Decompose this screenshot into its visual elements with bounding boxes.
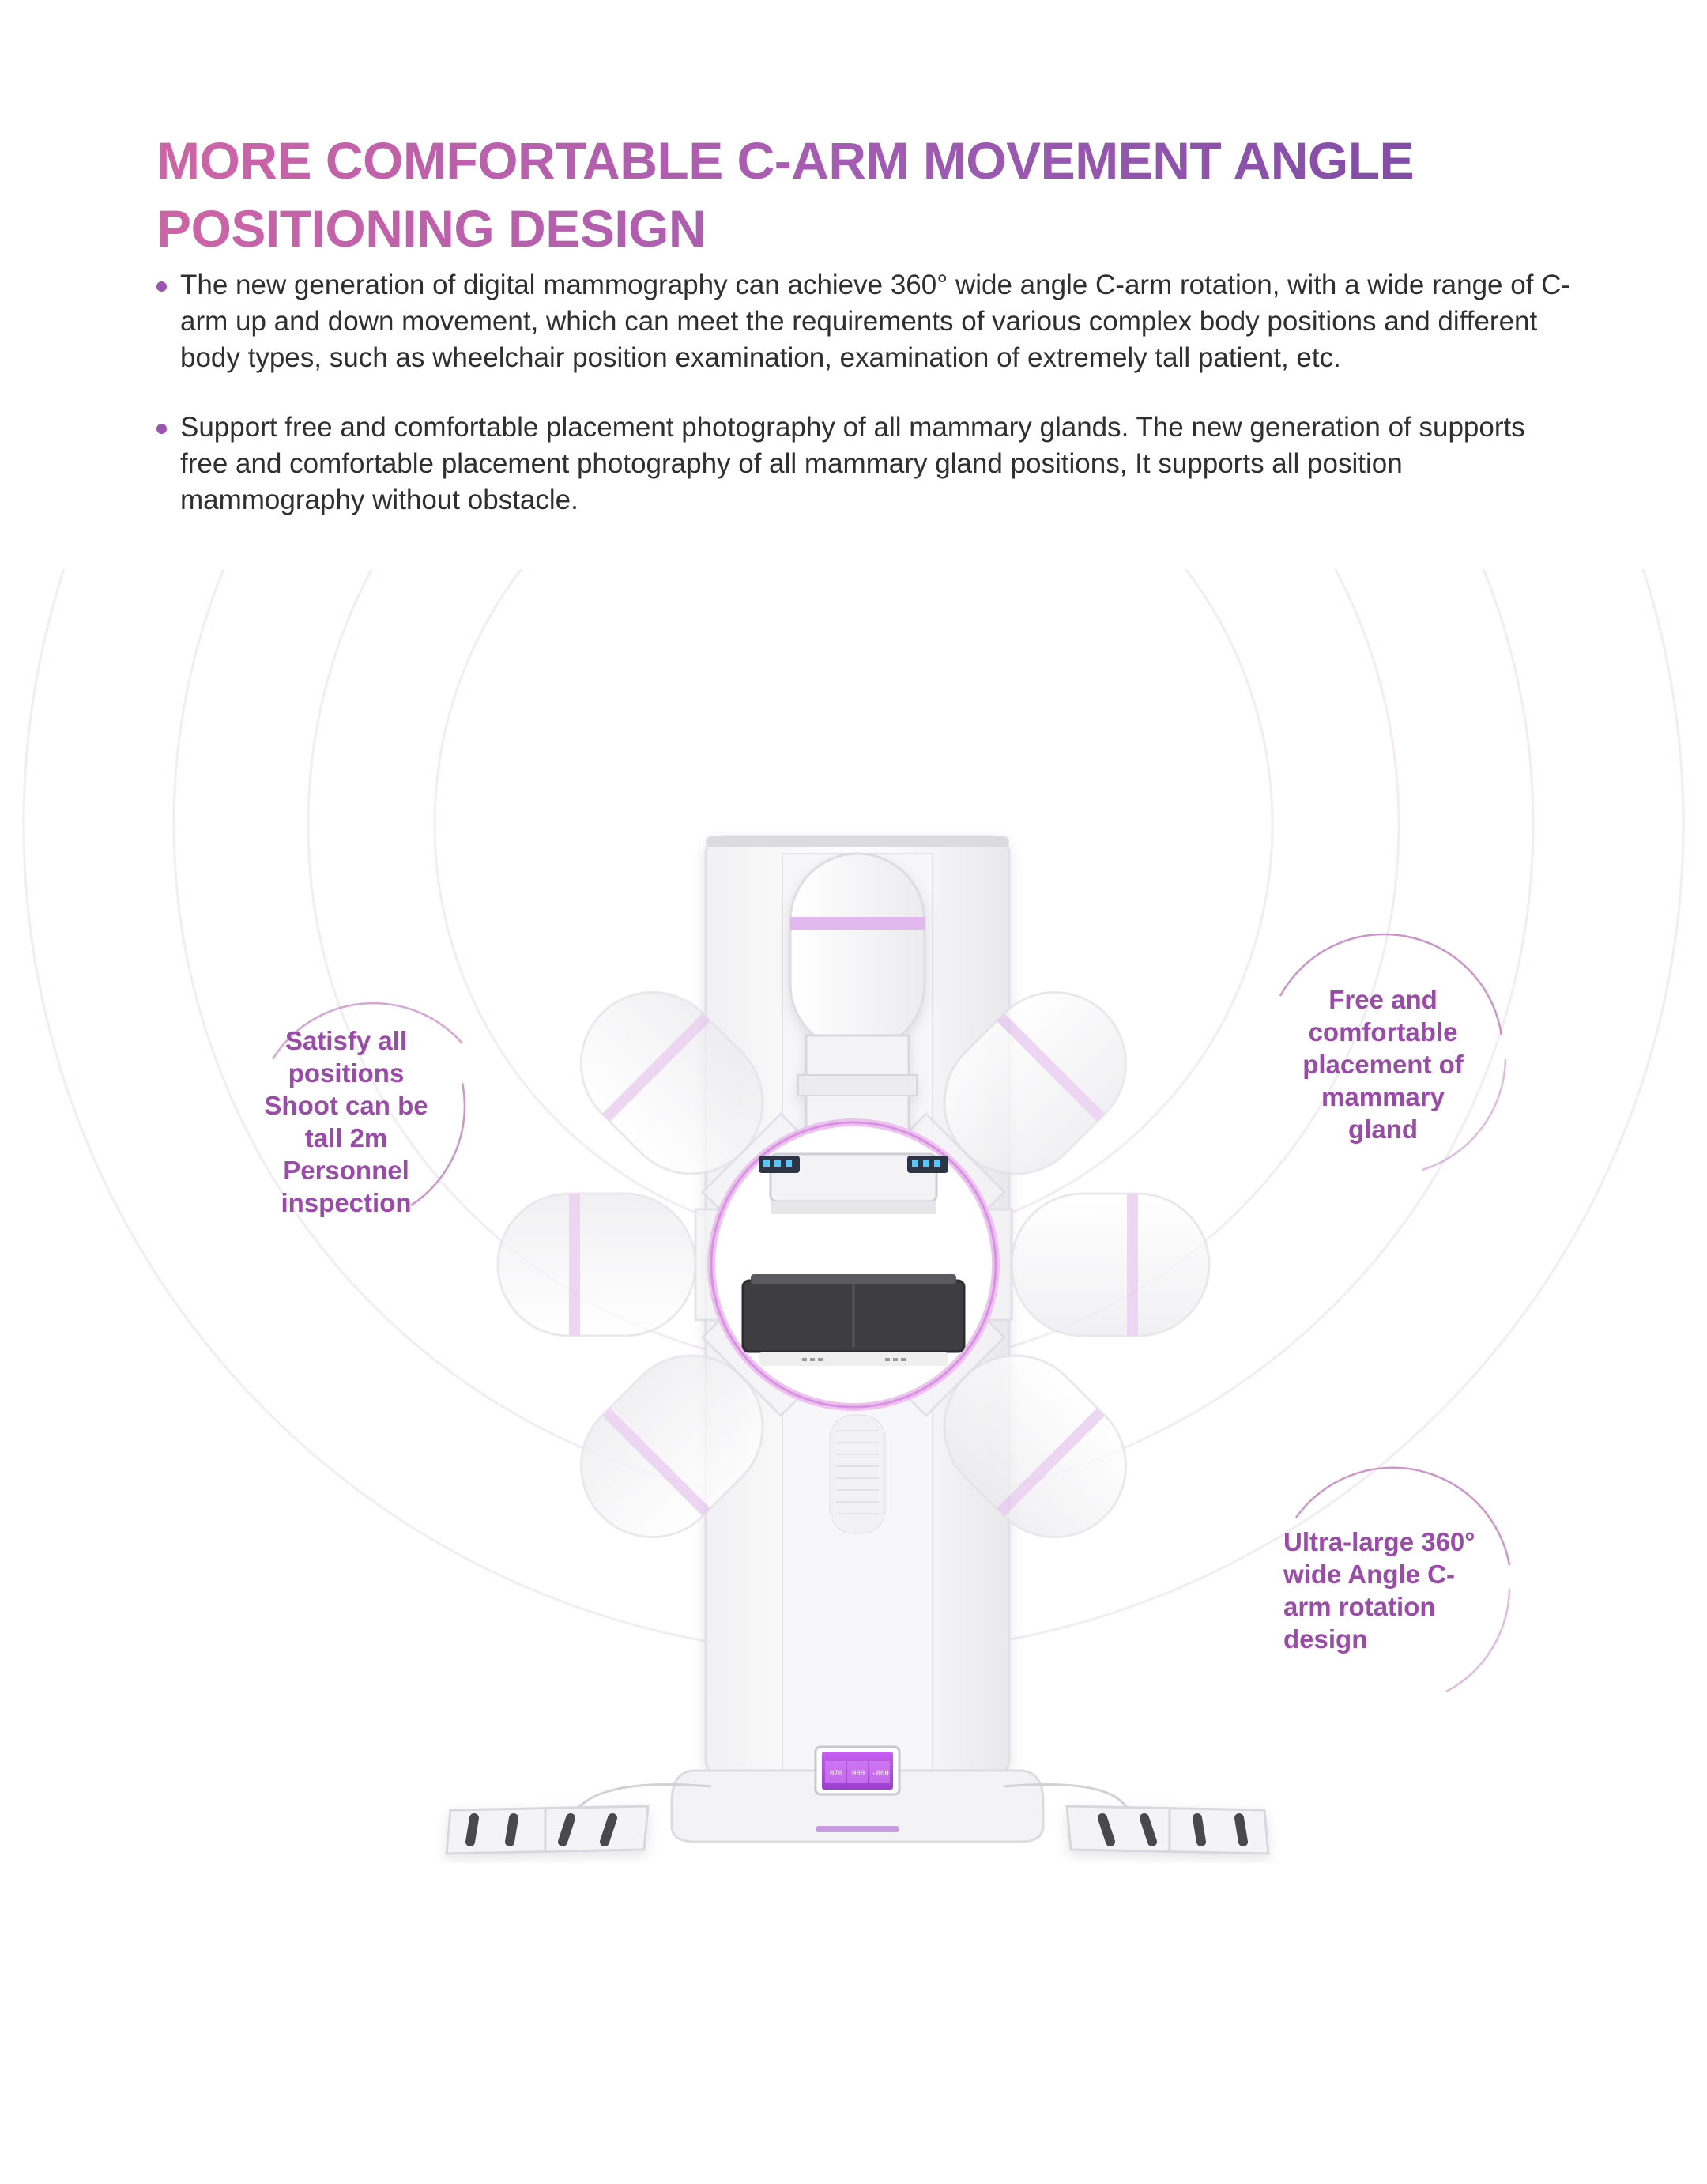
feature-list	[156, 267, 1571, 552]
callout-comfortable-placement: Free and comfortable placement of mammary gland	[1302, 985, 1464, 1144]
callout-tall-personnel: Satisfy all positions Shoot can be tall 2m Personnel inspection	[264, 1026, 428, 1217]
display-readout-1: 070	[829, 1770, 843, 1778]
foot-pedal-right	[1067, 1806, 1268, 1854]
product-illustration	[0, 569, 1707, 1929]
rotation-hub	[711, 1122, 996, 1407]
display-readout-2: 000	[851, 1770, 865, 1778]
bullet-text: The new generation of digital mammography can achieve 360° wide angle C-arm rotation, with a wide range of C-arm up and down movement, which can meet the requirements of various complex body positions and different body types, such as wheelchair position examination, examination of extremely tall patient, etc.	[180, 270, 1571, 373]
foot-pedal-left	[447, 1806, 648, 1854]
mammography-unit-graphic	[0, 569, 1707, 1929]
page-title: MORE COMFORTABLE C-ARM MOVEMENT ANGLE POSITIONING DESIGN	[156, 126, 1500, 262]
bullet-dot-icon	[156, 281, 167, 292]
c-arm-main	[790, 854, 925, 1162]
callout-360-rotation: Ultra-large 360° wide Angle C-arm rotation design	[1283, 1527, 1475, 1654]
bullet-text: Support free and comfortable placement photography of all mammary glands. The new generation of supports free and comfortable placement photography of all mammary gland positions, It supports all position mammography without obstacle.	[180, 412, 1525, 515]
feature-bullet-rotation	[156, 267, 1571, 376]
display-readout-3: -000	[872, 1770, 889, 1778]
bullet-dot-icon	[156, 424, 167, 434]
feature-bullet-placement	[156, 409, 1571, 519]
